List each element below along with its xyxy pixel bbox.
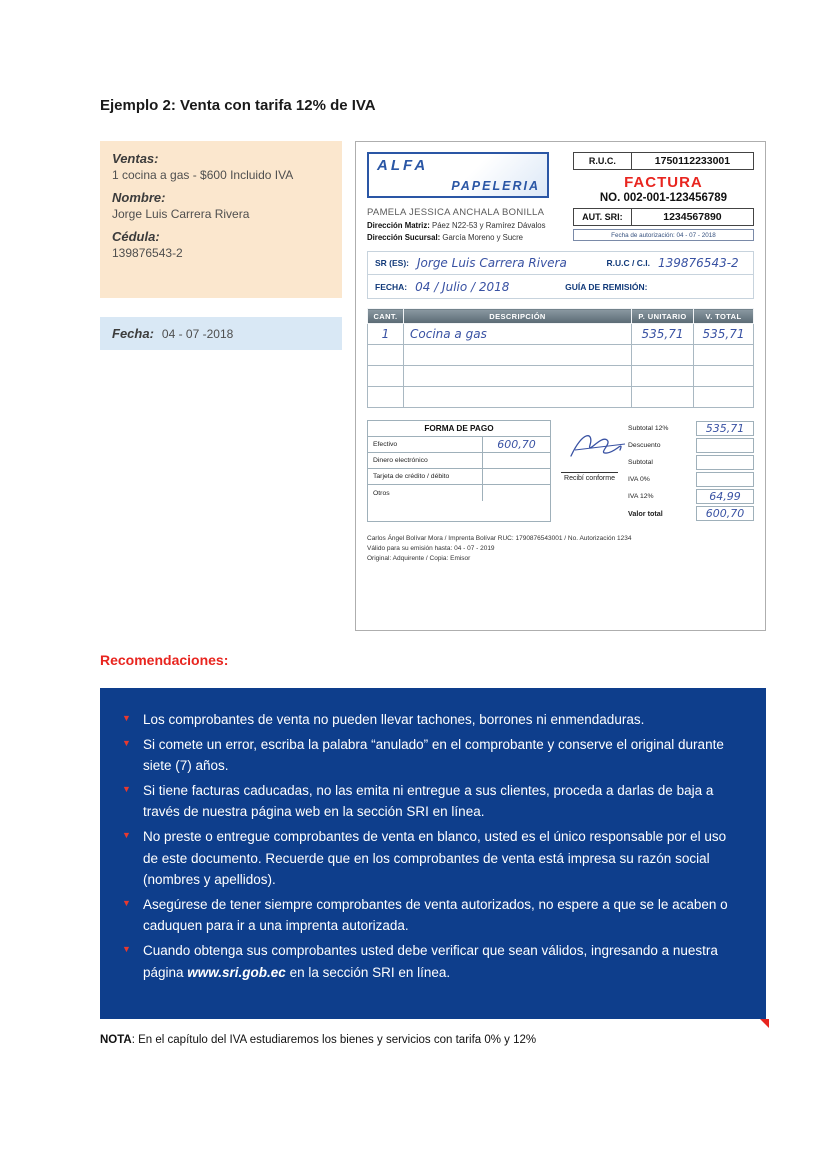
item-p-unitario [632,345,694,366]
recommendation-item [122,709,740,731]
sr-label: SR (ES): [375,258,409,268]
ruc-ci-label: R.U.C / C.I. [606,258,650,268]
items-col-header-2: P. UNITARIO [632,309,694,324]
direccion-matriz-label: Dirección Matriz: [367,221,430,230]
total-row [628,454,754,471]
item-row [368,324,754,345]
item-v-total [694,387,754,408]
forma-pago-row [368,485,550,501]
nombre-value: Jorge Luis Carrera Rivera [112,207,250,221]
forma-pago-value [482,485,550,501]
recommendation-text: Asegúrese de tener siempre comprobantes de venta autorizados, no espere a que se le acaben o caduquen para ir a una imprenta autorizada. [143,896,728,934]
item-v-total [694,345,754,366]
recommendation-text: Si tiene facturas caducadas, no las emita ni entregue a sus clientes, proceda a darlas de baja a través de nuestra página web en la sección SRI en línea. [143,782,714,820]
nota-text: : En el capítulo del IVA estudiaremos los bienes y servicios con tarifa 0% y 12% [131,1034,537,1046]
signature-area [551,420,628,522]
forma-pago-value [482,469,550,484]
recommendation-item [122,894,740,937]
guia-remision-label: GUÍA DE REMISIÓN: [565,281,648,292]
invoice-bottom [367,420,754,522]
customer-section [367,251,754,299]
invoice [355,141,766,631]
recommendation-text: No preste o entregue comprobantes de venta en blanco, usted es el único responsable por el uso de este documento. Recuerde que en los comprobantes de venta está impresa su razón social (nombres y apellidos). [143,828,727,888]
bullet-triangle-icon: ▼ [122,783,131,794]
signature-line [561,472,618,473]
aut-sri-value: 1234567890 [663,211,722,223]
sri-website-url: www.sri.gob.ec [187,964,286,980]
total-label: Subtotal 12% [628,425,669,432]
aut-sri-label: AUT. SRI: [574,209,632,225]
forma-pago-label: Tarjeta de crédito / débito [373,473,450,480]
ventas-label: Ventas: [112,151,159,166]
forma-pago-label: Dinero electrónico [373,457,428,464]
forma-pago-value: 600,70 [482,437,550,452]
fecha-value: 04 - 07 -2018 [161,326,234,341]
corner-arrow-icon [760,1019,769,1028]
fecha-invoice-label: FECHA: [375,281,408,292]
company-logo [367,152,549,198]
signature-icon [563,426,637,468]
direccion-matriz [367,221,573,230]
ruc-value: 1750112233001 [654,155,731,167]
invoice-header-left [367,152,573,242]
items-col-header-1: DESCRIPCIÓN [404,309,632,324]
direccion-matriz-value: Páez N22-53 y Ramírez Dávalos [432,221,546,230]
items-table [367,308,754,408]
item-v-total: 535,71 [694,324,754,345]
recommendation-item [122,734,740,777]
ventas-value: 1 cocina a gas - $600 Incluido IVA [112,168,294,182]
forma-pago-box [367,420,551,522]
forma-pago-title: FORMA DE PAGO [368,421,550,437]
total-value [696,438,754,453]
nota-label: NOTA [100,1034,132,1046]
total-row [628,488,754,505]
aut-sri-row [573,208,754,226]
recommendation-text: Cuando obtenga sus comprobantes usted debe verificar que sean válidos, ingresando a nuestra página www.sri.gob.ec en la sección SRI en línea. [143,942,718,980]
forma-pago-label: Efectivo [373,441,398,448]
item-p-unitario: 535,71 [632,324,694,345]
total-row [628,505,754,522]
items-col-header-3: V. TOTAL [694,309,754,324]
item-row [368,366,754,387]
invoice-header [367,152,754,242]
invoice-footer-line-2: Válido para su emisión hasta: 04 - 07 - 2019 [367,545,495,553]
total-row [628,437,754,454]
sr-value: Jorge Luis Carrera Rivera [417,256,567,270]
logo-text-papeleria: PAPELERIA [451,179,540,193]
bullet-triangle-icon: ▼ [122,943,131,954]
recommendations-title: Recomendaciones: [100,652,229,668]
totals-section [628,420,754,522]
total-value [696,472,754,487]
items-header-row [368,309,754,324]
item-p-unitario [632,366,694,387]
direccion-sucursal-label: Dirección Sucursal: [367,233,441,242]
item-row [368,387,754,408]
recommendation-item [122,826,740,891]
item-descripcion: Cocina a gas [404,324,632,345]
item-p-unitario [632,387,694,408]
invoice-footer-line-3: Original: Adquirente / Copia: Emisor [367,555,471,563]
invoice-footer [367,534,754,564]
bullet-triangle-icon: ▼ [122,897,131,908]
factura-title: FACTURA [624,174,703,191]
recommendation-text: Los comprobantes de venta no pueden llevar tachones, borrones ni enmendaduras. [143,712,645,727]
ruc-label: R.U.C. [574,153,632,169]
items-body [368,324,754,408]
nombre-label: Nombre: [112,190,166,205]
total-value: 600,70 [696,506,754,521]
recommendation-item [122,940,740,983]
customer-row-2 [368,275,753,298]
item-row [368,345,754,366]
ruc-row [573,152,754,170]
forma-pago-label: Otros [373,489,390,497]
fecha-box [100,317,342,350]
fecha-label: Fecha: [112,326,154,341]
item-cant [368,345,404,366]
page-title: Ejemplo 2: Venta con tarifa 12% de IVA [100,97,376,114]
total-label: Descuento [628,442,661,449]
auth-date: Fecha de autorización: 04 - 07 - 2018 [573,229,754,241]
customer-row-1 [368,252,753,275]
nota-line [100,1034,536,1046]
recibi-conforme-label: Recibí conforme [564,475,615,482]
invoice-number: NO. 002-001-123456789 [599,192,728,204]
total-label: IVA 12% [628,493,654,500]
fecha-invoice-value: 04 / Julio / 2018 [415,279,510,294]
total-value: 64,99 [696,489,754,504]
item-cant: 1 [368,324,404,345]
forma-pago-row [368,453,550,469]
item-cant [368,387,404,408]
invoice-footer-line-1: Carlos Ángel Bolívar Mora / Imprenta Bolívar RUC: 1790876543001 / No. Autorización 1234 [367,535,632,542]
bullet-triangle-icon: ▼ [122,737,131,748]
recommendations-box [100,688,766,1019]
forma-pago-rows [368,437,550,501]
item-descripcion [404,387,632,408]
item-v-total [694,366,754,387]
item-descripcion [404,366,632,387]
item-cant [368,366,404,387]
recommendation-text: Si comete un error, escriba la palabra “anulado” en el comprobante y conserve el original durante siete (7) años. [143,736,724,774]
items-col-header-0: CANT. [368,309,404,324]
total-label: Subtotal [628,459,653,466]
total-value [696,455,754,470]
total-value: 535,71 [696,421,754,436]
total-row [628,471,754,488]
total-label: Valor total [628,509,663,518]
total-row [628,420,754,437]
bullet-triangle-icon: ▼ [122,829,131,840]
total-label: IVA 0% [628,476,650,483]
sale-info-box [100,141,342,298]
direccion-sucursal-value: García Moreno y Sucre [442,233,524,242]
owner-name: PAMELA JESSICA ANCHALA BONILLA [367,207,545,218]
direccion-sucursal [367,233,573,242]
ruc-ci-value: 139876543-2 [658,256,739,270]
cedula-value: 139876543-2 [112,246,183,260]
cedula-label: Cédula: [112,229,160,244]
logo-text-alfa: ALFA [377,157,429,174]
forma-pago-value [482,453,550,468]
invoice-header-right [573,152,754,242]
bullet-triangle-icon: ▼ [122,713,131,723]
recommendations-list [122,709,740,983]
forma-pago-row [368,469,550,485]
recommendation-item [122,780,740,823]
item-descripcion [404,345,632,366]
forma-pago-row [368,437,550,453]
